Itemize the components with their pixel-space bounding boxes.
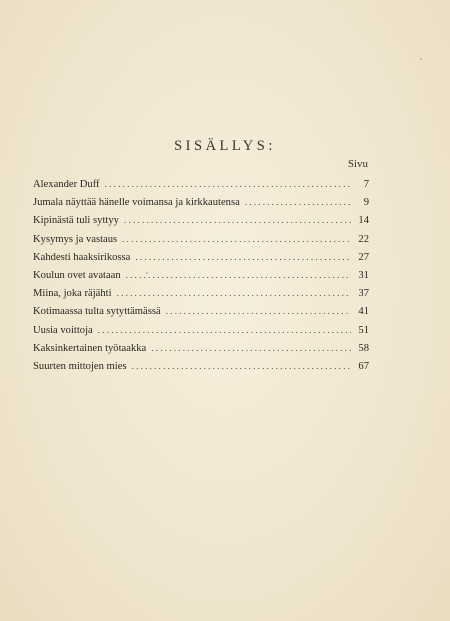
dot-leader [132,357,351,375]
toc-entry[interactable] [33,230,369,248]
toc-entry[interactable] [33,302,369,320]
table-of-contents [33,175,369,375]
toc-entry-page: 58 [358,342,369,354]
toc-entry-page: 7 [363,179,369,190]
dot-leader [98,321,351,339]
toc-entry-title: Kysymys ja vastaus [33,233,118,245]
toc-entry[interactable] [33,266,369,284]
toc-entry-title: Miina, joka räjähti [33,288,112,300]
contents-heading: SISÄLLYS: [174,138,276,154]
toc-entry[interactable] [33,339,369,357]
toc-entry[interactable] [33,211,369,229]
toc-entry-title: Alexander Duff [33,179,100,190]
toc-entry-title: Kipinästä tuli syttyy [33,215,119,227]
toc-entry-page: 27 [358,251,369,263]
paper-speck [420,58,422,60]
dot-leader [245,193,351,211]
dot-leader [117,284,351,302]
toc-entry-page: 67 [358,360,369,372]
dot-leader [122,230,351,248]
dot-leader [105,175,351,193]
toc-entry-title: Jumala näyttää hänelle voimansa ja kirkkautensa [33,197,240,209]
toc-entry[interactable] [33,193,369,211]
toc-entry[interactable] [33,175,369,193]
toc-entry-title: Kotimaassa tulta sytyttämässä [33,306,161,318]
toc-entry-title: Kahdesti haaksirikossa [33,251,131,263]
toc-entry-page: 14 [358,215,369,227]
toc-entry-page: 31 [358,269,369,281]
toc-entry-page: 37 [358,288,369,300]
toc-entry[interactable] [33,284,369,302]
dot-leader [151,339,351,357]
toc-entry-title: Koulun ovet avataan [33,269,121,281]
dot-leader [124,211,351,229]
toc-entry[interactable] [33,357,369,375]
toc-entry[interactable] [33,248,369,266]
toc-entry-title: Suurten mittojen mies [33,360,127,372]
toc-entry-title: Kaksinkertainen työtaakka [33,342,147,354]
toc-entry-page: 51 [358,324,369,336]
page-column-label: Sivu [347,158,368,170]
toc-entry-page: 22 [358,233,369,245]
dot-leader [126,266,351,284]
dot-leader [135,248,351,266]
toc-entry-page: 9 [363,197,369,209]
toc-entry-title: Uusia voittoja [33,324,93,336]
dot-leader [166,302,351,320]
toc-entry[interactable] [33,321,369,339]
toc-entry-page: 41 [358,306,369,318]
